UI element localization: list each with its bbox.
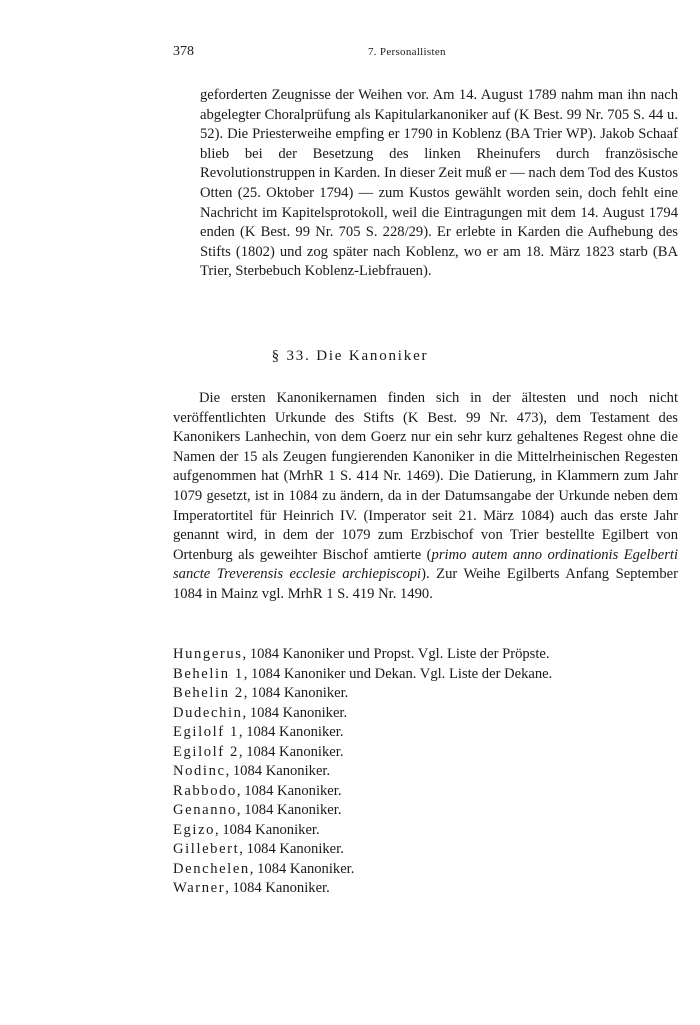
canon-description: , 1084 Kanoniker.: [238, 743, 344, 760]
canon-name: Dudechin: [173, 704, 243, 721]
continuation-paragraph: [200, 86, 678, 282]
canon-entry: [173, 782, 678, 802]
canon-description: , 1084 Kanoniker.: [239, 841, 344, 857]
canon-name: Behelin 1: [173, 665, 244, 682]
canon-description: , 1084 Kanoniker.: [215, 821, 320, 838]
canon-description: , 1084 Kanoniker.: [236, 802, 342, 818]
canon-entry: [173, 723, 678, 743]
canon-entry: [173, 879, 678, 899]
canon-description: , 1084 Kanoniker und Dekan. Vgl. Liste der Dekane.: [243, 665, 553, 682]
section-heading: § 33. Die Kanoniker: [271, 348, 429, 364]
canon-name: Egilolf 2: [173, 743, 239, 760]
canon-name: Genanno: [173, 802, 237, 818]
canon-entry: [173, 860, 678, 880]
continuation-text: geforderten Zeugnisse der Weihen vor. Am 14. August 1789 nahm man ihn nach abgelegter Choralprüfung als Kapitularkanoniker auf (K Best. 99 Nr. 705 S. 44 u. 52). Die Priesterweihe empfing er 1790 in Koblenz (BA Trier WP). Jakob Schaaf blieb bei der Besetzung des linken Rheinufers durch französische Revolutionstruppen in Karden. In dieser Zeit muß er — nach dem Tod des Kustos Otten (25. Oktober 1794) — zum Kustos gewählt worden sein, doch fehlt eine Nachricht im Kapitelsprotokoll, weil die Eintragungen mit dem 14. August 1794 enden (K Best. 99 Nr. 705 S. 228/29). Er erlebte in Karden die Aufhebung des Stifts (1802) und zog später nach Koblenz, wo er am 18. März 1823 starb (BA Trier, Sterbebuch Koblenz-Liebfrauen).: [200, 87, 678, 280]
canon-name: Egilolf 1: [173, 724, 239, 740]
latin-quote: primo autem anno ordinationis Egelberti sancte Treverensis ecclesie archiepiscopi: [173, 546, 678, 583]
canon-name: Behelin 2: [173, 685, 244, 701]
canon-name: Denchelen: [173, 860, 250, 877]
canon-entry: [173, 840, 678, 860]
canon-description: , 1084 Kanoniker.: [238, 724, 344, 740]
canon-description: , 1084 Kanoniker.: [225, 880, 330, 896]
canon-name: Rabbodo: [173, 782, 237, 799]
canon-description: , 1084 Kanoniker.: [225, 763, 331, 779]
running-head: 7. Personallisten: [368, 46, 446, 58]
canon-entry: [173, 762, 678, 782]
canon-entry: [173, 645, 678, 665]
canon-name: Hungerus: [173, 646, 243, 662]
intro-text-after: ). Zur Weihe Egilberts Anfang September 1084 in Mainz vgl. MrhR 1 S. 419 Nr. 1490.: [173, 566, 678, 602]
canon-name: Egizo: [173, 821, 216, 838]
canon-entry: [173, 704, 678, 724]
canon-entry: [173, 684, 678, 704]
canon-description: , 1084 Kanoniker.: [249, 860, 355, 877]
intro-text: [173, 389, 678, 605]
page-number: 378: [173, 44, 194, 59]
intro-text-before: Die ersten Kanonikernamen finden sich in der ältesten und noch nicht veröffentlichten Urkunde des Stifts (K Best. 99 Nr. 473), dem Testament des Kanonikers Lanhechin, von dem Goerz nur ein sehr kurz gehaltenes Regest ohne die Namen der 15 als Zeugen fungierenden Kanoniker in die Mittelrheinischen Regesten aufgenommen hat (MrhR 1 S. 414 Nr. 1469). Die Datierung, in Klammern zum Jahr 1079 gesetzt, ist in 1084 zu ändern, da in der Datumsangabe der Urkunde neben dem Imperatortitel für Heinrich IV. (Imperator seit 21. März 1084) auch das erste Jahr genannt wird, in dem der 1079 zum Erzbischof von Trier bestellte Egilbert von Ortenburg als geweihter Bischof amtierte (: [173, 390, 678, 563]
canon-entry: [173, 665, 678, 685]
canon-entry: [173, 801, 678, 821]
canon-list: [173, 645, 678, 899]
canon-description: , 1084 Kanoniker und Propst. Vgl. Liste der Pröpste.: [242, 646, 550, 662]
canon-name: Nodinc: [173, 763, 226, 779]
canon-entry: [173, 743, 678, 763]
canon-description: , 1084 Kanoniker.: [243, 685, 349, 701]
canon-description: , 1084 Kanoniker.: [236, 782, 342, 799]
canon-entry: [173, 821, 678, 841]
canon-description: , 1084 Kanoniker.: [242, 704, 348, 721]
canon-name: Gillebert: [173, 841, 240, 857]
intro-paragraph: [173, 389, 678, 605]
canon-name: Warner: [173, 880, 226, 896]
